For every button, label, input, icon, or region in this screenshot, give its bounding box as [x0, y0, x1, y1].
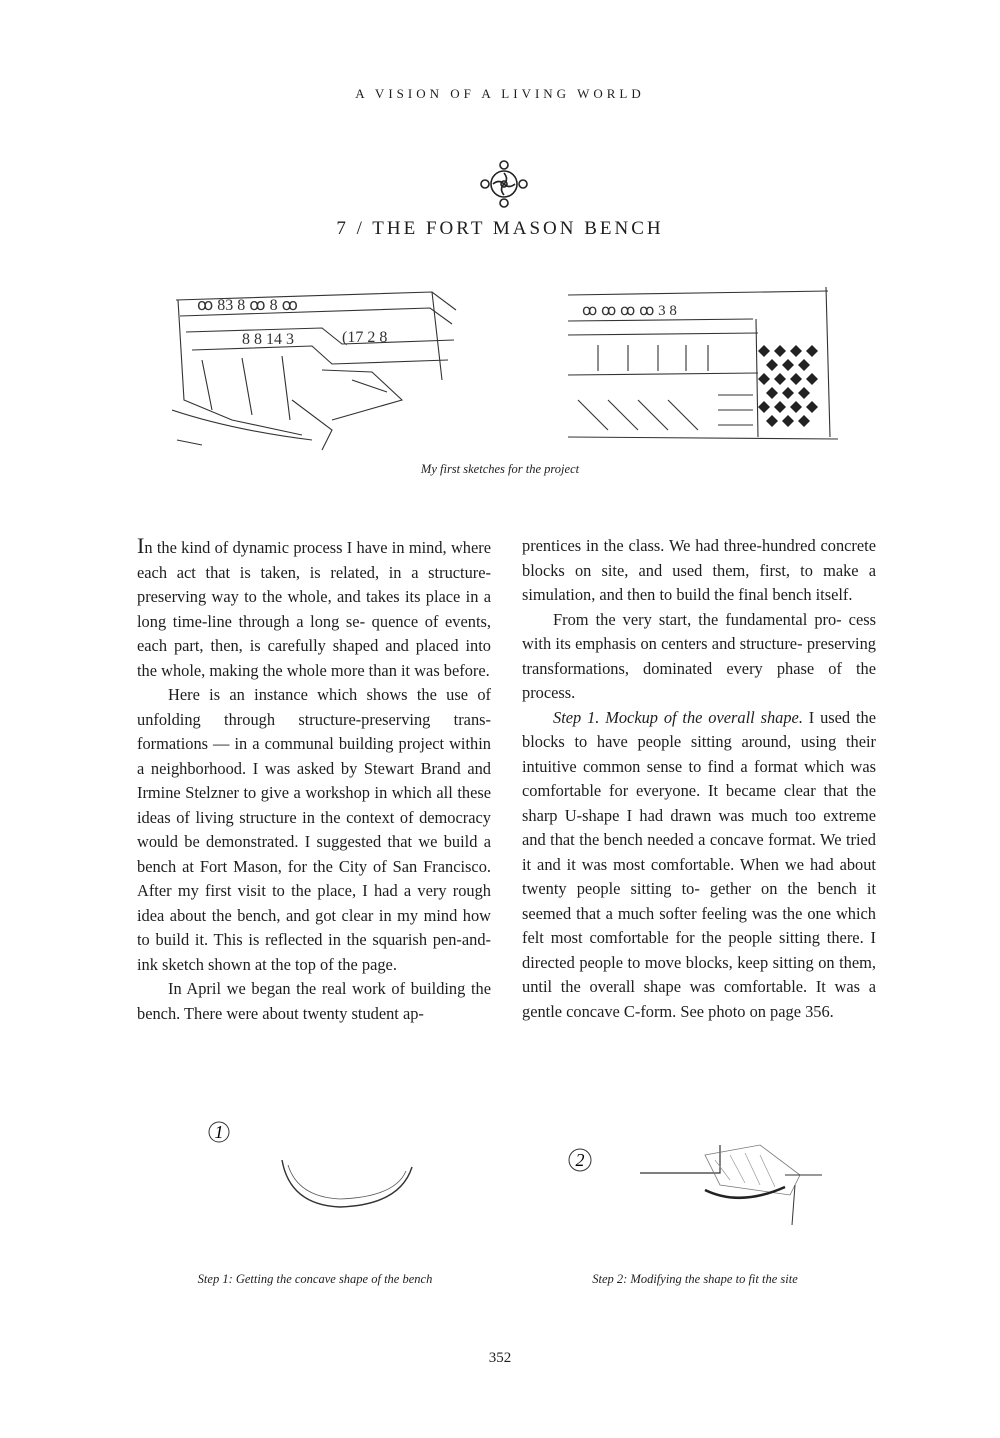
page-number: 352 — [488, 1350, 512, 1366]
sketch-caption: My first sketches for the project — [420, 462, 580, 476]
paragraph: Here is an instance which shows the use of unfolding through structure-preserving trans- formations — in a communal building project within a neighborhood. I was asked by Stewart Brand and Irmine Stelzner to give a workshop in which all these ideas of living structure in the context of democracy would be demonstrated. I suggested that we build a bench at Fort Mason, for the City of San Francisco. After my first visit to the place, I had a very rough idea about the bench, and got clear in my mind how to build it. This is reflected in the squarish pen-and-ink sketch shown at the top of the page. — [137, 685, 491, 974]
chapter-title: 7 / THE FORT MASON BENCH — [336, 218, 664, 239]
step-label: Step 1. Mockup of the overall shape. — [553, 707, 803, 727]
paragraph-text: I used the blocks to have people sitting around, using their intuitive common sense to find a format which was comfortable for everyone. It became clear that the sharp U-shape I had drawn was much too extreme and that the bench needed a concave format. We tried it and it was most comfortable. When we had about twenty people sitting to- gether on the bench it seemed that a much softer feeling was the one which felt most comfortable for the people sitting there. I directed people to move blocks, keep sitting on them, until the overall shape was comfortable. It was a gentle concave C-form. See photo on page 356. — [522, 707, 876, 1021]
svg-text:ꝏ 83 8 ꝏ 8 ꝏ: ꝏ 83 8 ꝏ 8 ꝏ — [197, 297, 298, 314]
step2-caption: Step 2: Modifying the shape to fit the site — [592, 1272, 798, 1286]
paragraph — [522, 706, 876, 1025]
bench-sketch-elevation — [568, 265, 840, 445]
drop-cap: I — [137, 533, 145, 558]
step1-number: 1 — [214, 1122, 224, 1142]
svg-text:(17 2 8: (17 2 8 — [342, 329, 388, 346]
step1-caption: Step 1: Getting the concave shape of the bench — [197, 1272, 433, 1286]
paragraph-text: n the kind of dynamic process I have in mind, where each act that is taken, is related, in a structure-preserving way to the whole, and takes its place in a long time-line through a long se- quence of events, each part, then, is carefully shaped and placed into the whole, making the whole more than it was before. — [137, 538, 491, 680]
left-column — [137, 534, 491, 1026]
paragraph — [137, 534, 491, 683]
ornament-icon — [478, 158, 530, 210]
bench-sketch-perspective — [172, 280, 464, 455]
step2-number: 2 — [575, 1150, 585, 1170]
step2-sketch — [560, 1135, 830, 1235]
right-column — [522, 534, 876, 1024]
paragraph: From the very start, the fundamental pro- cess with its emphasis on centers and structure- preserving transformations, dominated every phase of the process. — [522, 609, 876, 702]
svg-text:ꝏ ꝏ ꝏ ꝏ 3 8: ꝏ ꝏ ꝏ ꝏ 3 8 — [582, 303, 677, 319]
svg-text:8 8 14 3: 8 8 14 3 — [242, 331, 294, 348]
step1-sketch — [200, 1115, 430, 1225]
paragraph: In April we began the real work of building the bench. There were about twenty student ap- — [137, 979, 491, 1023]
paragraph: prentices in the class. We had three-hundred concrete blocks on site, and used them, first, to make a simulation, and then to build the final bench itself. — [522, 536, 876, 604]
running-head: A VISION OF A LIVING WORLD — [355, 86, 645, 101]
